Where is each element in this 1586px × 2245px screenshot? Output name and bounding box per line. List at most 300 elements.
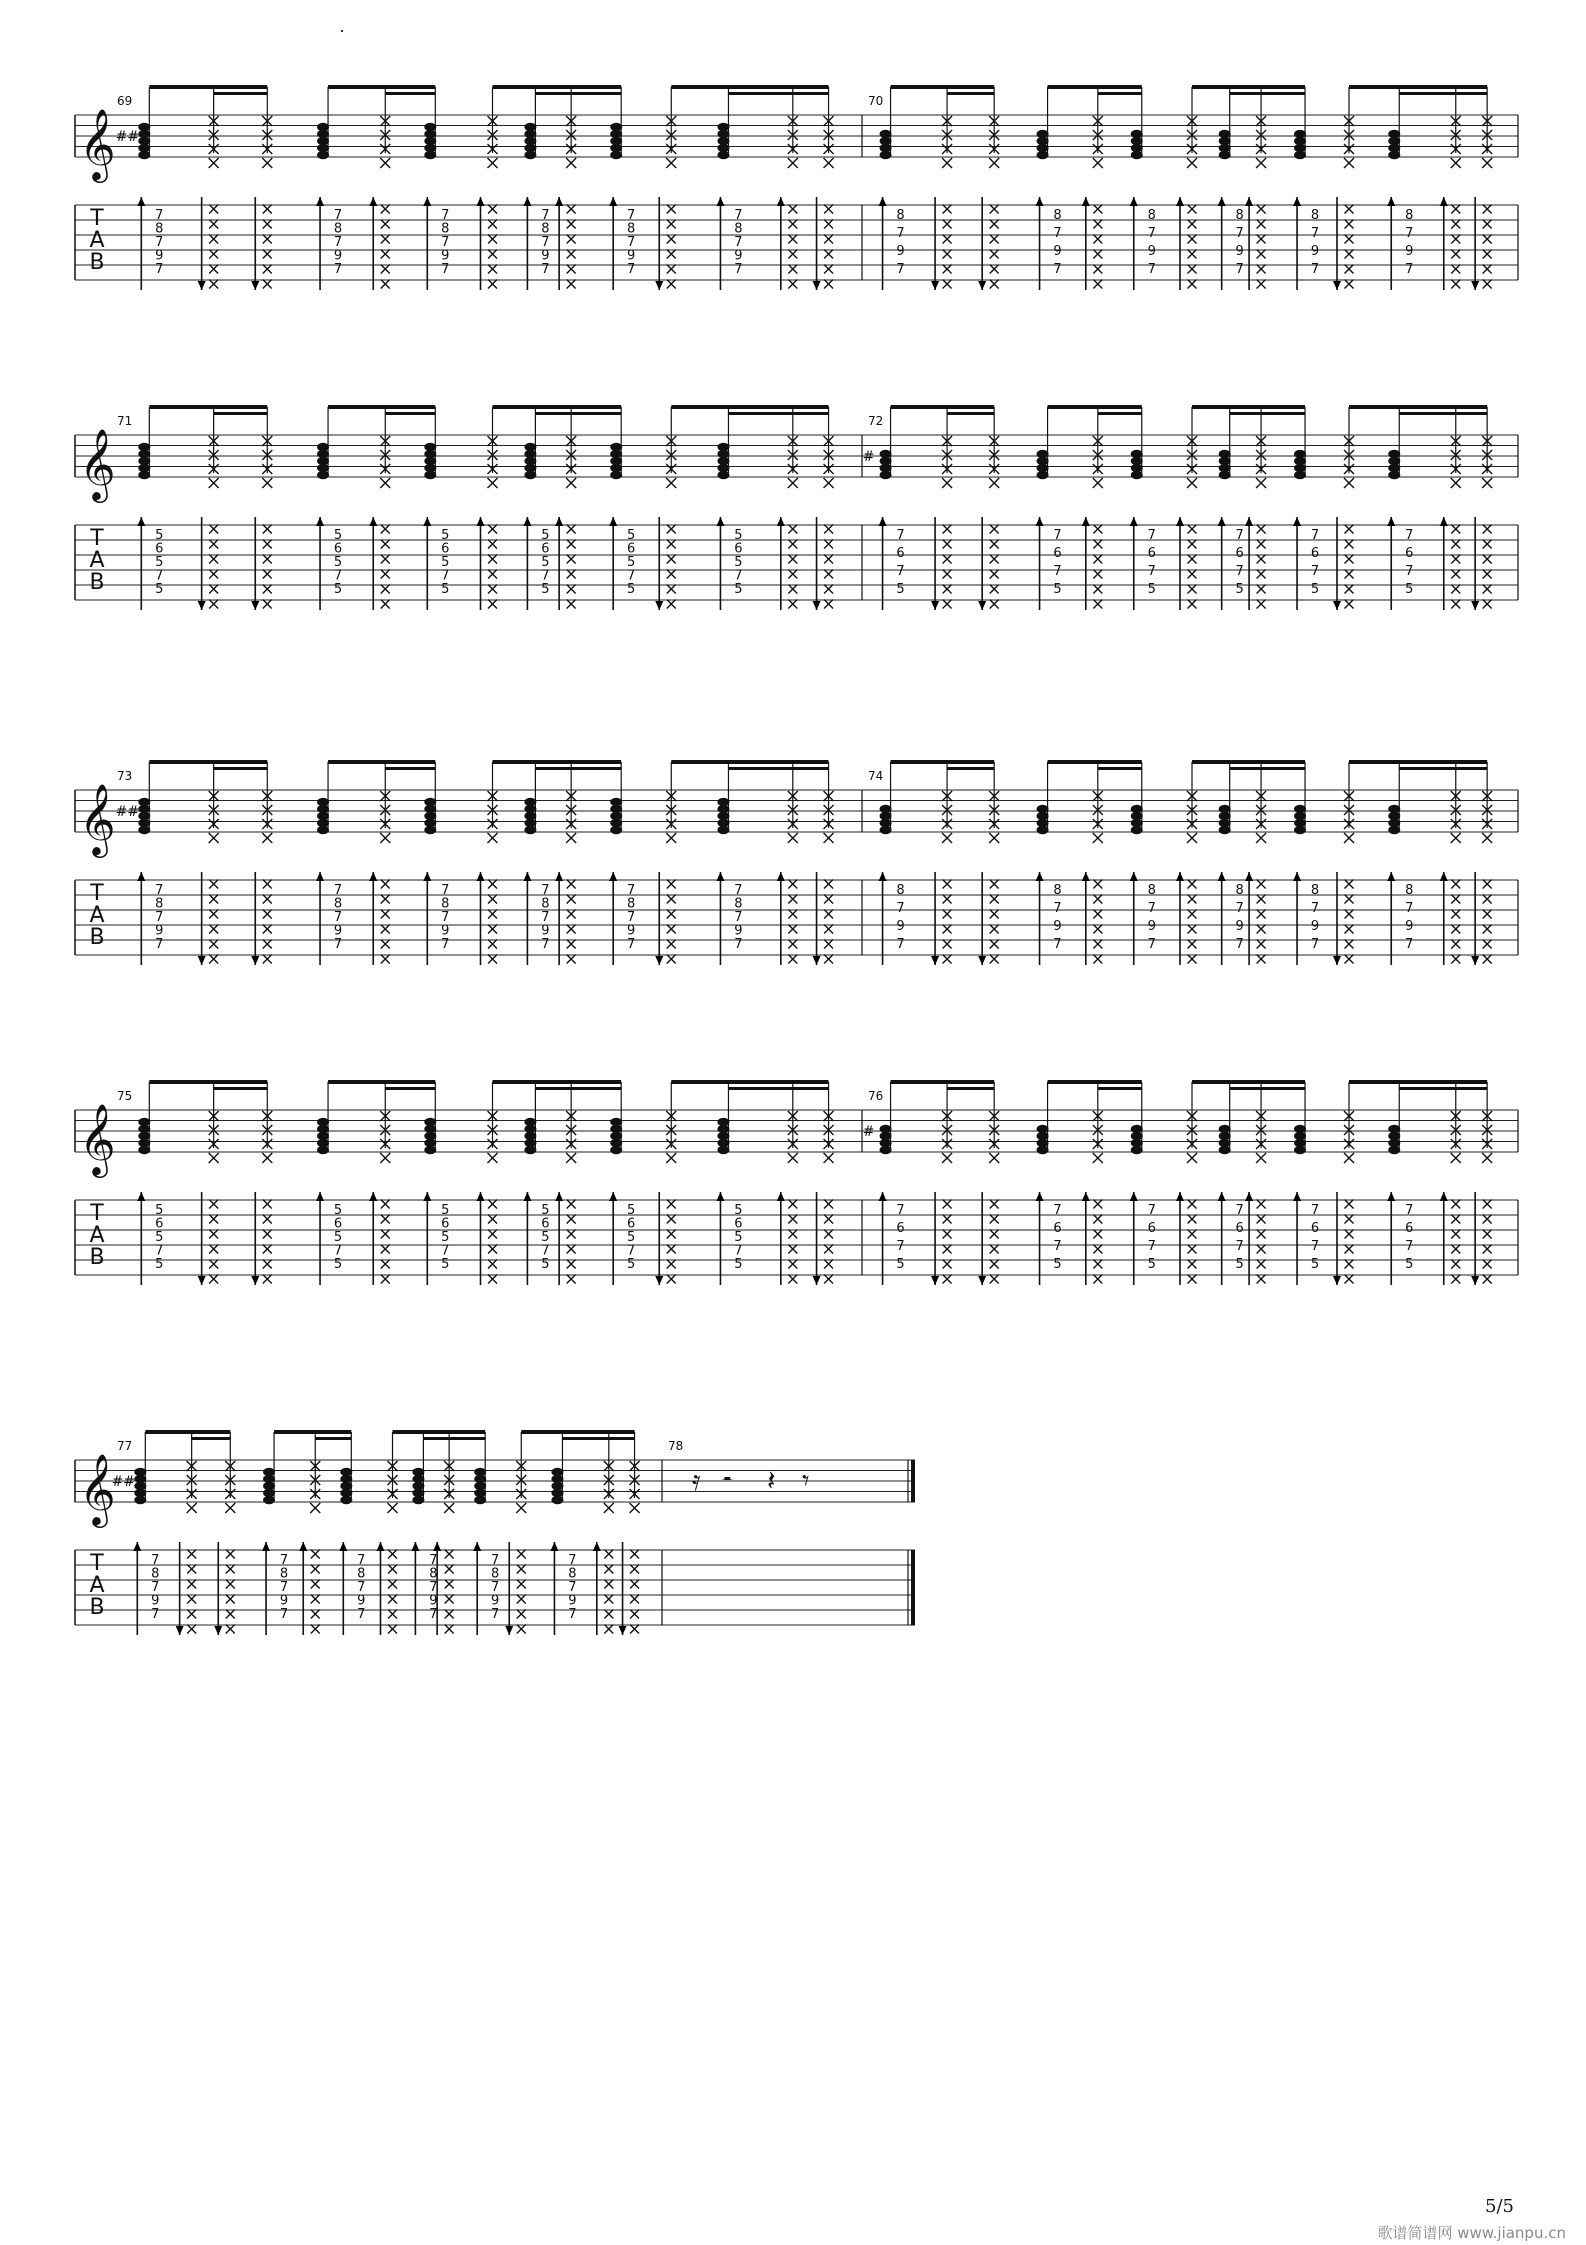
tab-fret-number: 8	[627, 221, 636, 237]
beam	[1048, 405, 1142, 409]
strum-up-arrow-icon	[523, 1192, 531, 1201]
tab-clef-label: B	[89, 250, 105, 275]
beam	[1192, 1080, 1305, 1084]
tab-fret-number: 7	[333, 910, 343, 925]
tab-fret-number: 5	[441, 555, 450, 570]
tab-fret-number: 5	[441, 1203, 450, 1218]
beam	[393, 1430, 486, 1434]
strum-up-arrow-icon	[1036, 872, 1044, 881]
sharp-sign: ##	[111, 1474, 136, 1490]
tab-fret-number: 9	[1235, 244, 1244, 259]
note-head	[1219, 805, 1231, 814]
tab-fret-number: 6	[333, 541, 343, 557]
tab-fret-number: 7	[627, 910, 636, 925]
beam	[385, 92, 435, 95]
tab-fret-number: 7	[441, 568, 450, 584]
tab-fret-number: 9	[155, 923, 164, 939]
strum-up-arrow-icon	[137, 872, 145, 881]
tab-fret-number: 5	[627, 528, 636, 543]
strum-up-arrow-icon	[1387, 197, 1395, 206]
strum-up-arrow-icon	[1293, 517, 1301, 526]
beam	[671, 85, 828, 89]
beam	[214, 1087, 268, 1090]
strum-up-arrow-icon	[316, 517, 324, 526]
tab-fret-number: 7	[279, 1580, 289, 1595]
tab-fret-number: 7	[1235, 262, 1244, 277]
strum-up-arrow-icon	[609, 517, 617, 526]
tab-fret-number: 7	[429, 1580, 438, 1595]
rest-symbol: 𝄾	[802, 1464, 810, 1497]
strum-down-arrow-icon	[978, 1276, 986, 1285]
tab-fret-number: 8	[568, 1566, 577, 1582]
strum-up-arrow-icon	[262, 1542, 270, 1551]
strum-up-arrow-icon	[879, 1192, 887, 1201]
strum-up-arrow-icon	[1440, 517, 1448, 526]
note-head	[1219, 450, 1231, 459]
tab-fret-number: 7	[1053, 937, 1062, 952]
tab-fret-number: 7	[627, 883, 636, 898]
tab-fret-number: 5	[541, 1257, 550, 1272]
strum-down-arrow-icon	[813, 956, 821, 965]
tab-fret-number: 7	[155, 937, 164, 952]
measure-number: 69	[117, 94, 133, 108]
site-watermark: 歌谱简谱网 www.jianpu.cn	[1377, 2224, 1566, 2242]
strum-down-arrow-icon	[931, 601, 939, 610]
strum-up-arrow-icon	[1082, 872, 1090, 881]
beam	[214, 92, 268, 95]
strum-up-arrow-icon	[477, 872, 485, 881]
measure-number: 75	[117, 1089, 133, 1103]
tab-fret-number: 5	[441, 1257, 450, 1272]
strum-up-arrow-icon	[716, 197, 724, 206]
measure	[863, 1080, 1492, 1285]
strum-down-arrow-icon	[1471, 956, 1479, 965]
strum-up-arrow-icon	[716, 517, 724, 526]
beam	[535, 1087, 621, 1090]
strum-down-arrow-icon	[198, 956, 206, 965]
note-head	[424, 443, 436, 452]
beam	[1399, 412, 1487, 415]
tab-fret-number: 7	[333, 1243, 343, 1259]
beam	[1048, 760, 1142, 764]
strum-down-arrow-icon	[931, 1276, 939, 1285]
tab-fret-number: 7	[896, 901, 905, 916]
strum-up-arrow-icon	[523, 517, 531, 526]
tab-fret-number: 9	[1235, 919, 1244, 934]
tab-fret-number: 8	[734, 896, 743, 912]
beam	[562, 1437, 634, 1440]
note-head	[1037, 1125, 1049, 1134]
tab-fret-number: 6	[1310, 546, 1320, 561]
note-head	[880, 450, 892, 459]
tab-fret-number: 8	[1235, 883, 1244, 898]
tab-fret-number: 6	[1053, 1221, 1062, 1236]
note-head	[1294, 130, 1306, 139]
tab-fret-number: 7	[333, 883, 343, 898]
tab-fret-number: 7	[541, 937, 550, 952]
tab-fret-number: 5	[1053, 1257, 1062, 1272]
measure-number: 71	[117, 414, 133, 428]
tab-fret-number: 7	[279, 1607, 289, 1622]
strum-up-arrow-icon	[555, 197, 563, 206]
beam	[1192, 405, 1305, 409]
strum-up-arrow-icon	[316, 1192, 324, 1201]
tab-fret-number: 7	[1235, 1239, 1244, 1254]
tab-fret-number: 7	[627, 937, 636, 952]
strum-up-arrow-icon	[316, 197, 324, 206]
note-head	[524, 443, 536, 452]
beam	[891, 1080, 995, 1084]
beam	[385, 767, 435, 770]
tab-fret-number: 7	[1310, 528, 1320, 543]
strum-up-arrow-icon	[777, 197, 785, 206]
beam	[728, 767, 828, 770]
page-number: 5/5	[1485, 2196, 1514, 2217]
tab-fret-number: 6	[155, 1216, 164, 1232]
tab-fret-number: 5	[155, 555, 164, 570]
tab-clef-label: A	[89, 548, 105, 573]
tab-clef-label: B	[89, 570, 105, 595]
tab-fret-number: 7	[333, 208, 343, 223]
rest-symbol: 𝄽	[767, 1464, 776, 1497]
strum-up-arrow-icon	[1245, 872, 1253, 881]
strum-down-arrow-icon	[978, 601, 986, 610]
tab-fret-number: 8	[734, 221, 743, 237]
tab-fret-number: 7	[151, 1580, 160, 1595]
tab-clef-label: T	[90, 526, 104, 551]
strum-up-arrow-icon	[1218, 872, 1226, 881]
strum-up-arrow-icon	[1176, 197, 1184, 206]
strum-up-arrow-icon	[477, 197, 485, 206]
measure-number: 70	[868, 94, 884, 108]
strum-up-arrow-icon	[1387, 1192, 1395, 1201]
beam	[535, 767, 621, 770]
strum-up-arrow-icon	[133, 1542, 141, 1551]
strum-up-arrow-icon	[879, 197, 887, 206]
note-head	[1131, 450, 1143, 459]
beam	[328, 85, 435, 89]
tab-fret-number: 8	[441, 896, 450, 912]
system-2	[75, 405, 1518, 610]
tab-fret-number: 8	[441, 221, 450, 237]
tab-fret-number: 5	[155, 1257, 164, 1272]
tab-fret-number: 9	[627, 923, 636, 939]
strum-up-arrow-icon	[137, 1192, 145, 1201]
tab-fret-number: 9	[441, 923, 450, 939]
tab-fret-number: 7	[1147, 1203, 1156, 1218]
strum-up-arrow-icon	[369, 197, 377, 206]
system-5	[75, 1430, 915, 1635]
system-1	[75, 85, 1518, 290]
tab-fret-number: 7	[155, 235, 164, 250]
beam	[728, 412, 828, 415]
tab-fret-number: 7	[541, 208, 550, 223]
tab-clef-label: B	[89, 1595, 105, 1620]
tab-clef-label: B	[89, 925, 105, 950]
tab-fret-number: 7	[1053, 901, 1062, 916]
tab-fret-number: 9	[1147, 919, 1156, 934]
beam	[385, 412, 435, 415]
tab-fret-number: 9	[541, 923, 550, 939]
tab-fret-number: 7	[568, 1607, 577, 1622]
tab-fret-number: 7	[1405, 937, 1414, 952]
tab-fret-number: 6	[734, 541, 743, 557]
beam	[1349, 1080, 1487, 1084]
tab-fret-number: 8	[1053, 883, 1062, 898]
tab-fret-number: 6	[627, 541, 636, 557]
measure-number: 77	[117, 1439, 133, 1453]
tab-fret-number: 7	[429, 1553, 438, 1568]
note-head	[1388, 130, 1400, 139]
beam	[149, 760, 267, 764]
beam	[149, 405, 267, 409]
tab-fret-number: 7	[1310, 1239, 1320, 1254]
beam	[1230, 1087, 1305, 1090]
tab-fret-number: 5	[1310, 1257, 1320, 1272]
tab-fret-number: 9	[155, 248, 164, 264]
sharp-sign: ##	[115, 804, 140, 820]
tab-fret-number: 7	[1053, 1239, 1062, 1254]
tab-fret-number: 5	[1147, 1257, 1156, 1272]
tab-fret-number: 5	[333, 582, 343, 597]
note-head	[524, 798, 536, 807]
tab-fret-number: 7	[1405, 528, 1414, 543]
tab-fret-number: 7	[627, 262, 636, 277]
tab-fret-number: 7	[1405, 1239, 1414, 1254]
beam	[214, 412, 268, 415]
note-head	[610, 798, 622, 807]
strum-down-arrow-icon	[214, 1626, 222, 1635]
beam	[1349, 405, 1487, 409]
tab-fret-number: 8	[279, 1566, 289, 1582]
beam	[192, 1437, 231, 1440]
strum-down-arrow-icon	[251, 281, 259, 290]
tab-fret-number: 7	[155, 208, 164, 223]
note-head	[880, 1125, 892, 1134]
tab-fret-number: 5	[627, 1203, 636, 1218]
tab-fret-number: 7	[333, 568, 343, 584]
tab-fret-number: 7	[1053, 1203, 1062, 1218]
note-head	[1131, 130, 1143, 139]
tab-fret-number: 7	[1235, 937, 1244, 952]
strum-up-arrow-icon	[137, 197, 145, 206]
strum-up-arrow-icon	[1245, 197, 1253, 206]
tab-clef-label: A	[89, 228, 105, 253]
strum-up-arrow-icon	[1293, 872, 1301, 881]
note-head	[424, 798, 436, 807]
note-head	[134, 1468, 146, 1477]
tab-fret-number: 8	[491, 1566, 500, 1582]
tab-fret-number: 7	[155, 568, 164, 584]
strum-down-arrow-icon	[813, 281, 821, 290]
tab-fret-number: 5	[441, 582, 450, 597]
tab-fret-number: 7	[1405, 1203, 1414, 1218]
tab-fret-number: 7	[1310, 262, 1320, 277]
tab-fret-number: 9	[734, 923, 743, 939]
beam	[423, 1437, 485, 1440]
strum-down-arrow-icon	[655, 601, 663, 610]
tab-fret-number: 6	[896, 1221, 905, 1236]
note-head	[1294, 450, 1306, 459]
strum-up-arrow-icon	[609, 197, 617, 206]
strum-down-arrow-icon	[931, 281, 939, 290]
beam	[214, 767, 268, 770]
tab-fret-number: 7	[441, 208, 450, 223]
tab-fret-number: 9	[151, 1593, 160, 1609]
tab-fret-number: 7	[491, 1553, 500, 1568]
measure	[112, 1430, 640, 1635]
strum-down-arrow-icon	[1333, 601, 1341, 610]
strum-up-arrow-icon	[1176, 872, 1184, 881]
tab-fret-number: 5	[1235, 582, 1244, 597]
tab-fret-number: 9	[568, 1593, 577, 1609]
strum-down-arrow-icon	[655, 956, 663, 965]
tab-fret-number: 7	[155, 910, 164, 925]
tab-clef-label: T	[90, 1201, 104, 1226]
note-head	[551, 1468, 563, 1477]
note-head	[1219, 130, 1231, 139]
beam	[145, 1430, 230, 1434]
tab-clef-label: A	[89, 903, 105, 928]
beam	[328, 405, 435, 409]
strum-up-arrow-icon	[1130, 517, 1138, 526]
tab-fret-number: 7	[734, 1243, 743, 1259]
strum-down-arrow-icon	[1471, 601, 1479, 610]
beam	[328, 760, 435, 764]
beam	[947, 767, 994, 770]
strum-up-arrow-icon	[555, 872, 563, 881]
tab-fret-number: 7	[734, 262, 743, 277]
tab-fret-number: 7	[896, 1203, 905, 1218]
tab-fret-number: 8	[1235, 208, 1244, 223]
tab-fret-number: 5	[155, 582, 164, 597]
tab-clef-label: T	[90, 1551, 104, 1576]
beam	[1192, 760, 1305, 764]
system-3	[75, 760, 1518, 965]
tab-fret-number: 7	[441, 1243, 450, 1259]
tab-fret-number: 8	[1405, 883, 1414, 898]
tab-fret-number: 9	[896, 244, 905, 259]
tab-fret-number: 9	[441, 248, 450, 264]
tab-fret-number: 7	[1405, 564, 1414, 579]
beam	[493, 1080, 622, 1084]
strum-up-arrow-icon	[423, 1192, 431, 1201]
beam	[535, 412, 621, 415]
measure	[668, 1439, 809, 1497]
tab-fret-number: 7	[1053, 564, 1062, 579]
tab-fret-number: 7	[333, 262, 343, 277]
tab-fret-number: 7	[627, 208, 636, 223]
tab-fret-number: 7	[1235, 528, 1244, 543]
strum-up-arrow-icon	[339, 1542, 347, 1551]
tab-fret-number: 9	[357, 1593, 366, 1609]
tab-fret-number: 7	[1310, 226, 1320, 241]
strum-up-arrow-icon	[550, 1542, 558, 1551]
tab-fret-number: 5	[734, 1203, 743, 1218]
tab-fret-number: 8	[1405, 208, 1414, 223]
beam	[1098, 767, 1142, 770]
tab-fret-number: 7	[429, 1607, 438, 1622]
tab-fret-number: 7	[541, 883, 550, 898]
tab-fret-number: 8	[151, 1566, 160, 1582]
tab-fret-number: 7	[1147, 528, 1156, 543]
note-head	[412, 1468, 424, 1477]
treble-clef-icon: 𝄞	[79, 427, 116, 500]
note-head	[263, 1468, 275, 1477]
strum-up-arrow-icon	[1218, 517, 1226, 526]
measure-number: 78	[668, 1439, 684, 1453]
beam	[1349, 760, 1487, 764]
strum-up-arrow-icon	[1245, 1192, 1253, 1201]
note-head	[317, 1118, 329, 1127]
note-head	[1294, 1125, 1306, 1134]
sharp-sign: #	[862, 449, 875, 465]
note-head	[1388, 450, 1400, 459]
tab-fret-number: 8	[357, 1566, 366, 1582]
strum-up-arrow-icon	[369, 872, 377, 881]
tab-fret-number: 7	[1053, 262, 1062, 277]
note-head	[1037, 450, 1049, 459]
tab-fret-number: 7	[1147, 1239, 1156, 1254]
tab-fret-number: 5	[734, 1230, 743, 1245]
measure-number: 72	[868, 414, 884, 428]
beam	[728, 92, 828, 95]
strum-up-arrow-icon	[716, 1192, 724, 1201]
strum-down-arrow-icon	[251, 1276, 259, 1285]
measure	[868, 760, 1492, 965]
note-head	[424, 1118, 436, 1127]
system-4	[75, 1080, 1518, 1285]
strum-down-arrow-icon	[198, 1276, 206, 1285]
tab-fret-number: 8	[155, 221, 164, 237]
strum-up-arrow-icon	[1440, 197, 1448, 206]
note-head	[424, 123, 436, 132]
strum-up-arrow-icon	[369, 1192, 377, 1201]
tab-fret-number: 5	[627, 1257, 636, 1272]
tab-fret-number: 7	[734, 883, 743, 898]
tab-fret-number: 6	[155, 541, 164, 557]
strum-up-arrow-icon	[777, 517, 785, 526]
beam	[1230, 767, 1305, 770]
tab-fret-number: 7	[1310, 937, 1320, 952]
strum-down-arrow-icon	[813, 1276, 821, 1285]
note-head	[1131, 805, 1143, 814]
tab-fret-number: 9	[541, 248, 550, 264]
tab-fret-number: 5	[1310, 582, 1320, 597]
tab-fret-number: 7	[491, 1580, 500, 1595]
tab-fret-number: 9	[333, 248, 343, 264]
tab-clef-label: A	[89, 1573, 105, 1598]
measure	[117, 1080, 834, 1285]
tab-fret-number: 5	[541, 582, 550, 597]
tab-fret-number: 7	[1053, 226, 1062, 241]
strum-up-arrow-icon	[1387, 872, 1395, 881]
strum-up-arrow-icon	[1130, 197, 1138, 206]
note-head	[138, 443, 150, 452]
note-head	[524, 1118, 536, 1127]
note-head	[717, 798, 729, 807]
strum-up-arrow-icon	[609, 1192, 617, 1201]
note-head	[317, 798, 329, 807]
final-barline	[911, 1550, 915, 1625]
strum-up-arrow-icon	[423, 517, 431, 526]
tab-fret-number: 5	[333, 555, 343, 570]
beam	[891, 405, 995, 409]
tab-fret-number: 6	[1405, 1221, 1414, 1236]
tab-fret-number: 6	[1310, 1221, 1320, 1236]
tab-fret-number: 8	[1147, 883, 1156, 898]
tab-fret-number: 5	[627, 1230, 636, 1245]
